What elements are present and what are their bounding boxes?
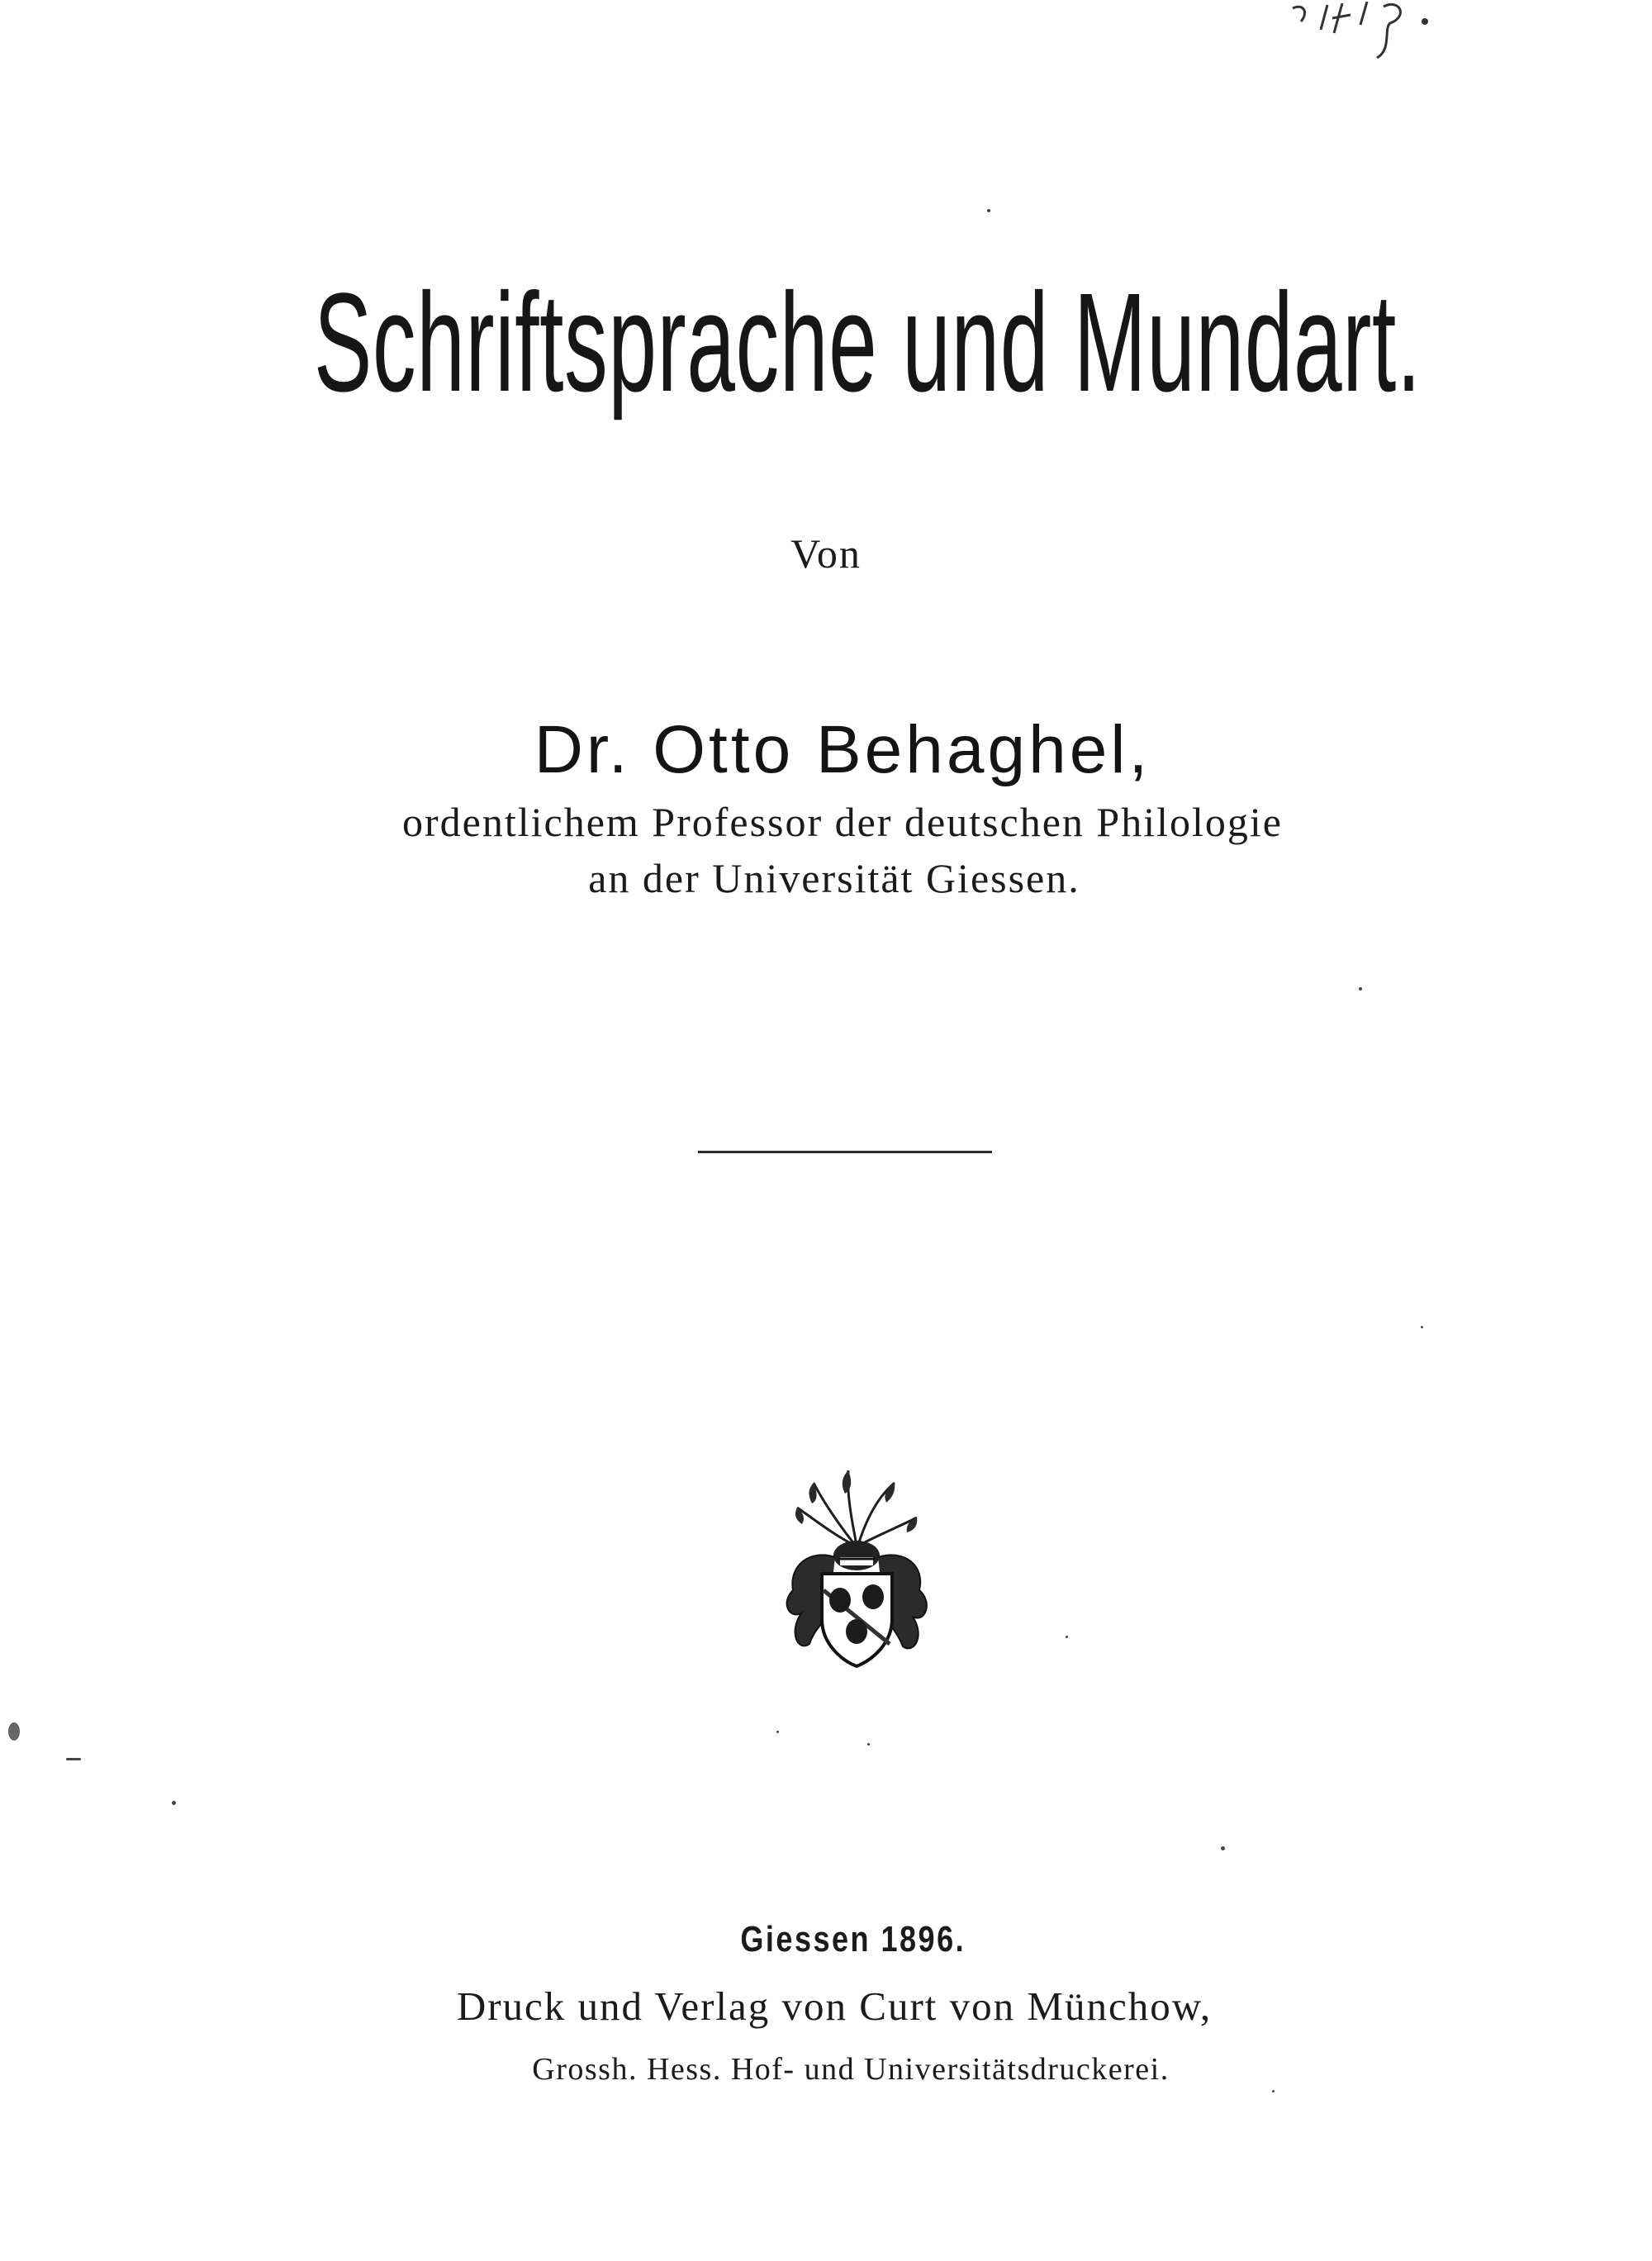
book-title: Schriftsprache und Mundart. — [314, 264, 1422, 421]
scan-speck — [8, 1722, 20, 1741]
imprint-printer: Grossh. Hess. Hof- und Universitätsdruckerei. — [532, 2052, 1170, 2087]
author-name: Dr. Otto Behaghel, — [534, 712, 1151, 787]
separator-rule — [698, 1151, 992, 1153]
author-position-line2: an der Universität Giessen. — [588, 855, 1080, 901]
byline-prefix: Von — [790, 530, 862, 577]
scan-speck — [867, 1743, 870, 1746]
scan-speck — [1359, 987, 1362, 990]
scan-speck — [1066, 1636, 1068, 1638]
scan-speck — [1272, 2090, 1275, 2092]
scan-speck — [66, 1758, 81, 1760]
imprint-publisher: Druck und Verlag von Curt von Münchow, — [456, 1983, 1213, 2029]
scan-speck — [1221, 1846, 1225, 1850]
author-position-line1: ordentlichem Professor der deutschen Philologie — [402, 799, 1283, 845]
imprint-place-year: Giessen 1896. — [740, 1919, 966, 1959]
scan-speck — [1421, 1326, 1423, 1328]
handwritten-shelfmark — [1284, 0, 1450, 74]
coat-of-arms-emblem — [764, 1466, 946, 1673]
scan-speck — [172, 1801, 176, 1805]
scan-speck — [987, 209, 990, 212]
scan-speck — [776, 1731, 779, 1733]
